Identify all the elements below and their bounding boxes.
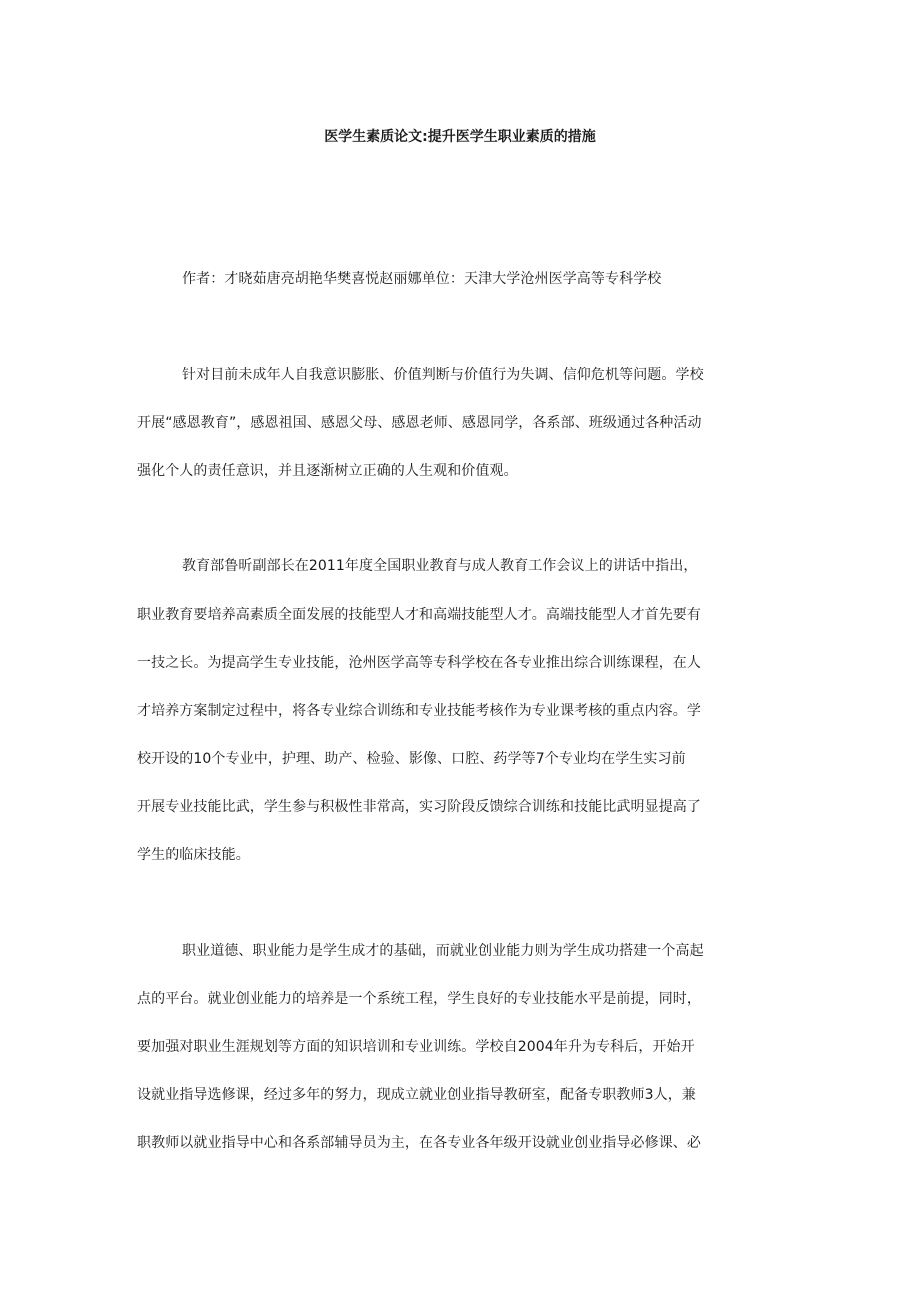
paragraph-3-line-2: 点的平台。就业创业能力的培养是一个系统工程，学生良好的专业技能水平是前提，同时， xyxy=(137,991,701,1007)
paragraph-2-line-4: 才培养方案制定过程中，将各专业综合训练和专业技能考核作为专业课考核的重点内容。学 xyxy=(137,703,701,719)
paragraph-3-line-1: 职业道德、职业能力是学生成才的基础，而就业创业能力则为学生成功搭建一个高起 xyxy=(182,943,704,959)
paragraph-3-line-4: 设就业指导选修课，经过多年的努力，现成立就业创业指导教研室，配备专职教师3人，兼 xyxy=(137,1087,696,1103)
paragraph-3-line-3: 要加强对职业生涯规划等方面的知识培训和专业训练。学校自2004年升为专科后，开始开 xyxy=(137,1039,695,1055)
paragraph-2-line-3: 一技之长。为提高学生专业技能，沧州医学高等专科学校在各专业推出综合训练课程，在人 xyxy=(137,655,701,671)
paragraph-2-line-5: 校开设的10个专业中，护理、助产、检验、影像、口腔、药学等7个专业均在学生实习前 xyxy=(137,751,686,767)
paragraph-1-line-3: 强化个人的责任意识，并且逐渐树立正确的人生观和价值观。 xyxy=(137,463,518,479)
paragraph-2-line-6: 开展专业技能比武，学生参与积极性非常高，实习阶段反馈综合训练和技能比武明显提高了 xyxy=(137,799,701,815)
paragraph-3-line-5: 职教师以就业指导中心和各系部辅导员为主，在各专业各年级开设就业创业指导必修课、必 xyxy=(137,1135,701,1151)
paragraph-2-line-7: 学生的临床技能。 xyxy=(137,847,250,863)
paragraph-2-line-2: 职业教育要培养高素质全面发展的技能型人才和高端技能型人才。高端技能型人才首先要有 xyxy=(137,607,701,623)
document-title: 医学生素质论文:提升医学生职业素质的措施 xyxy=(324,129,596,145)
paragraph-2-line-1: 教育部鲁昕副部长在2011年度全国职业教育与成人教育工作会议上的讲话中指出， xyxy=(182,558,698,574)
author-line: 作者：才晓茹唐亮胡艳华樊喜悦赵丽娜单位：天津大学沧州医学高等专科学校 xyxy=(182,271,662,287)
paragraph-1-line-2: 开展“感恩教育”，感恩祖国、感恩父母、感恩老师、感恩同学，各系部、班级通过各种活动 xyxy=(137,415,702,431)
paragraph-1-line-1: 针对目前未成年人自我意识膨胀、价值判断与价值行为失调、信仰危机等问题。学校 xyxy=(182,367,704,383)
